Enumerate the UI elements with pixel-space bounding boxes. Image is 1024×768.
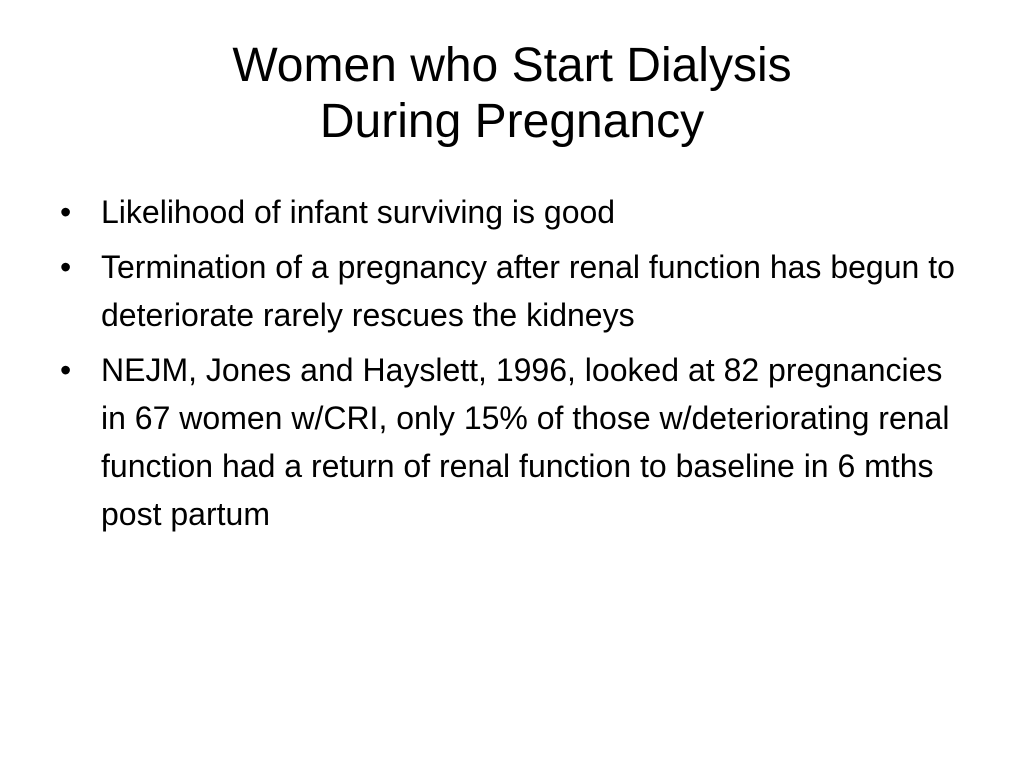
bullet-text: Likelihood of infant surviving is good	[101, 194, 616, 230]
bullet-item-termination	[60, 243, 960, 339]
bullet-list	[60, 188, 960, 545]
slide-title-line-2: During Pregnancy	[319, 95, 705, 148]
bullet-item-nejm-study	[60, 346, 960, 538]
slide-title-line-1: Women who Start Dialysis	[232, 39, 792, 92]
bullet-text: Termination of a pregnancy after renal function has begun to deteriorate rarely rescues the kidneys	[101, 249, 955, 333]
bullet-dot-icon: •	[60, 194, 72, 230]
bullet-dot-icon: •	[60, 249, 72, 285]
bullet-dot-icon: •	[60, 352, 72, 388]
slide-title	[0, 38, 1024, 150]
bullet-item-infant-survival	[60, 188, 960, 236]
bullet-text: NEJM, Jones and Hayslett, 1996, looked at 82 pregnancies in 67 women w/CRI, only 15% of those w/deteriorating renal function had a return of renal function to baseline in 6 mths post partum	[101, 352, 950, 532]
